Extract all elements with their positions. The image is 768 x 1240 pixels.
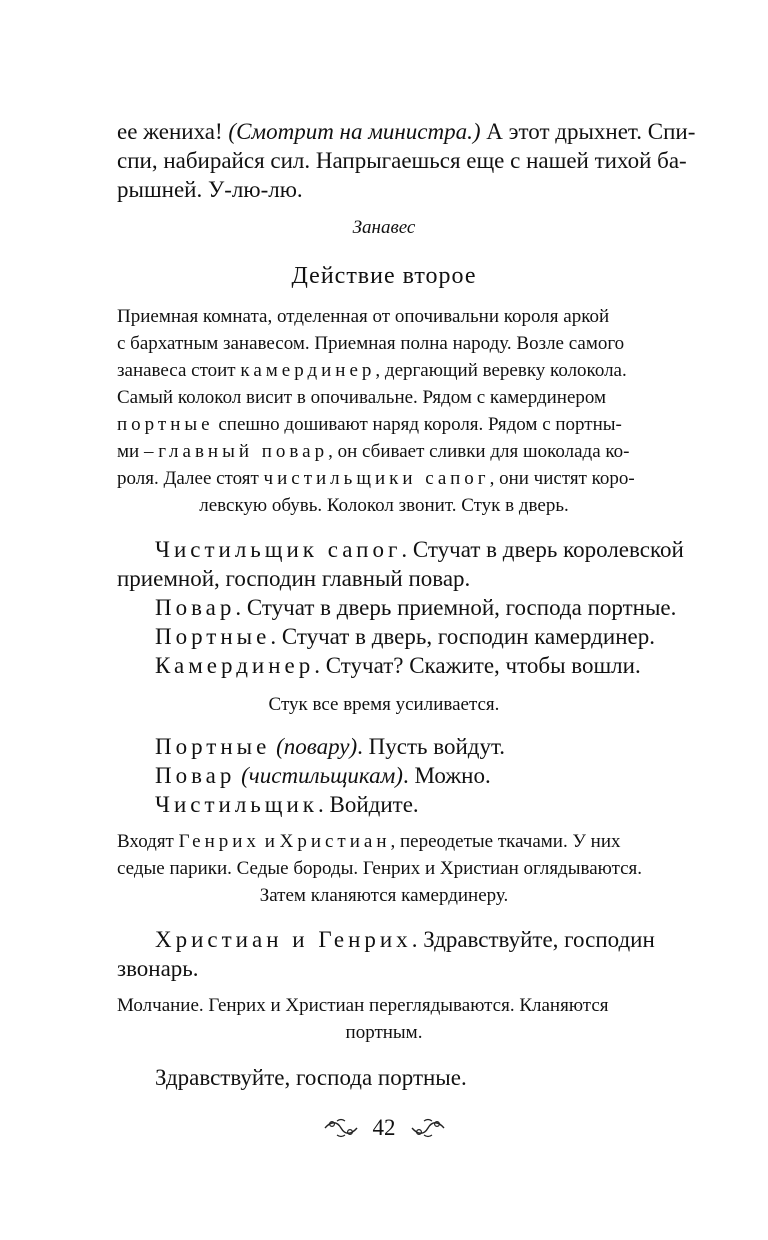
page-number: 42 bbox=[372, 1115, 396, 1140]
text-segment: приемной, господин главный повар. bbox=[117, 566, 471, 591]
text-segment: . Стучат? Скажите, чтобы вошли. bbox=[314, 653, 641, 678]
character-name: Портные bbox=[155, 734, 271, 759]
stage-direction-line bbox=[117, 859, 687, 878]
italic-text: (чистильщикам) bbox=[241, 763, 403, 788]
text-segment: спешно дошивают наряд короля. Рядом с портны- bbox=[213, 414, 622, 435]
text-segment: . Здравствуйте, господин bbox=[411, 927, 655, 952]
dialogue-line bbox=[155, 793, 419, 816]
stage-direction-line bbox=[0, 1023, 768, 1042]
text-line bbox=[117, 178, 687, 201]
text-segment: . Можно. bbox=[402, 763, 491, 788]
text-segment: , дергающий веревку колокола. bbox=[375, 360, 627, 381]
character-name: Христиан и Генрих bbox=[155, 927, 412, 952]
text-line bbox=[117, 119, 696, 144]
flourish-left-icon bbox=[323, 1117, 359, 1139]
text-segment: Входят bbox=[117, 831, 179, 852]
text-segment: спи, набирайся сил. Напрыгаешься еще с нашей тихой ба- bbox=[117, 148, 687, 173]
character-name: Генрих bbox=[178, 831, 260, 852]
text-segment: . Стучат в дверь приемной, господа портные. bbox=[235, 595, 677, 620]
text-line bbox=[117, 442, 687, 461]
text-segment: , он сбивает сливки для шоколада ко- bbox=[328, 441, 630, 462]
character-name: Камердинер bbox=[155, 653, 315, 678]
dialogue-line bbox=[155, 1066, 467, 1089]
stage-direction-line bbox=[117, 996, 687, 1015]
italic-text: (повару) bbox=[276, 734, 358, 759]
text-segment: звонарь. bbox=[117, 956, 199, 981]
stage-direction-curtain bbox=[0, 218, 768, 237]
stage-direction-line bbox=[0, 886, 768, 905]
text-segment: портным. bbox=[345, 1022, 423, 1043]
text-segment: рышней. У-лю-лю. bbox=[117, 177, 303, 202]
character-name: Портные bbox=[155, 624, 271, 649]
text-segment: Приемная комната, отделенная от опочивальни короля аркой bbox=[117, 306, 610, 327]
stage-direction bbox=[0, 695, 768, 714]
character-name: Христиан bbox=[279, 831, 391, 852]
text-segment: левскую обувь. Колокол звонит. Стук в дверь. bbox=[199, 495, 569, 516]
text-segment: Молчание. Генрих и Христиан переглядываются. Кланяются bbox=[117, 995, 609, 1016]
stage-direction-line bbox=[117, 832, 687, 851]
text-segment: седые парики. Седые бороды. Генрих и Христиан оглядываются. bbox=[117, 858, 643, 879]
dialogue-line bbox=[155, 538, 687, 561]
character-name: Чистильщик сапог bbox=[155, 537, 402, 562]
text-line bbox=[0, 496, 768, 515]
flourish-right-icon bbox=[410, 1117, 446, 1139]
character-name: Повар bbox=[155, 595, 236, 620]
text-line bbox=[117, 469, 687, 488]
dialogue-line bbox=[155, 625, 655, 648]
text-segment: . Стучат в дверь, господин камердинер. bbox=[270, 624, 655, 649]
italic-text: (Смотрит на министра.) bbox=[228, 119, 481, 144]
text-segment: , переодетые ткачами. У них bbox=[390, 831, 621, 852]
dialogue-line bbox=[155, 764, 491, 787]
text-segment: Затем кланяются камердинеру. bbox=[259, 885, 509, 906]
text-line bbox=[117, 361, 687, 380]
italic-text: Занавес bbox=[352, 217, 416, 238]
dialogue-line bbox=[155, 596, 676, 619]
text-segment: Стук все время усиливается. bbox=[268, 694, 500, 715]
act-title bbox=[0, 264, 768, 288]
text-segment: , они чистят коро- bbox=[489, 468, 635, 489]
dialogue-line bbox=[155, 735, 505, 758]
page-footer bbox=[0, 1115, 768, 1141]
text-segment: с бархатным занавесом. Приемная полна народу. Возле самого bbox=[117, 333, 625, 354]
text-segment: занавеса стоит bbox=[117, 360, 241, 381]
character-name: Повар bbox=[155, 763, 236, 788]
dialogue-line bbox=[117, 957, 199, 980]
character-name: Чистильщик bbox=[155, 792, 318, 817]
text-segment: А этот дрыхнет. Спи- bbox=[480, 119, 696, 144]
text-segment: и bbox=[259, 831, 280, 852]
character-name: портные bbox=[117, 414, 214, 435]
text-line bbox=[117, 149, 687, 172]
character-name: чистильщики сапог bbox=[263, 468, 490, 489]
text-segment: . Стучат в дверь королевской bbox=[401, 537, 684, 562]
text-line bbox=[117, 334, 687, 353]
text-line bbox=[117, 415, 687, 434]
text-segment: ми – bbox=[117, 441, 159, 462]
dialogue-line bbox=[155, 654, 641, 677]
character-name: камердинер bbox=[240, 360, 376, 381]
text-line bbox=[117, 388, 687, 407]
text-segment: ее жениха! bbox=[117, 119, 229, 144]
text-segment: . Войдите. bbox=[318, 792, 419, 817]
text-segment: Самый колокол висит в опочивальне. Рядом с камердинером bbox=[117, 387, 607, 408]
character-name: главный повар bbox=[158, 441, 329, 462]
text-segment: роля. Далее стоят bbox=[117, 468, 264, 489]
text-line bbox=[117, 307, 687, 326]
dialogue-line bbox=[117, 567, 687, 590]
text-segment: Здравствуйте, господа портные. bbox=[155, 1065, 467, 1090]
dialogue-line bbox=[155, 928, 687, 951]
text-segment: Действие второе bbox=[291, 263, 477, 289]
text-segment: . Пусть войдут. bbox=[357, 734, 506, 759]
